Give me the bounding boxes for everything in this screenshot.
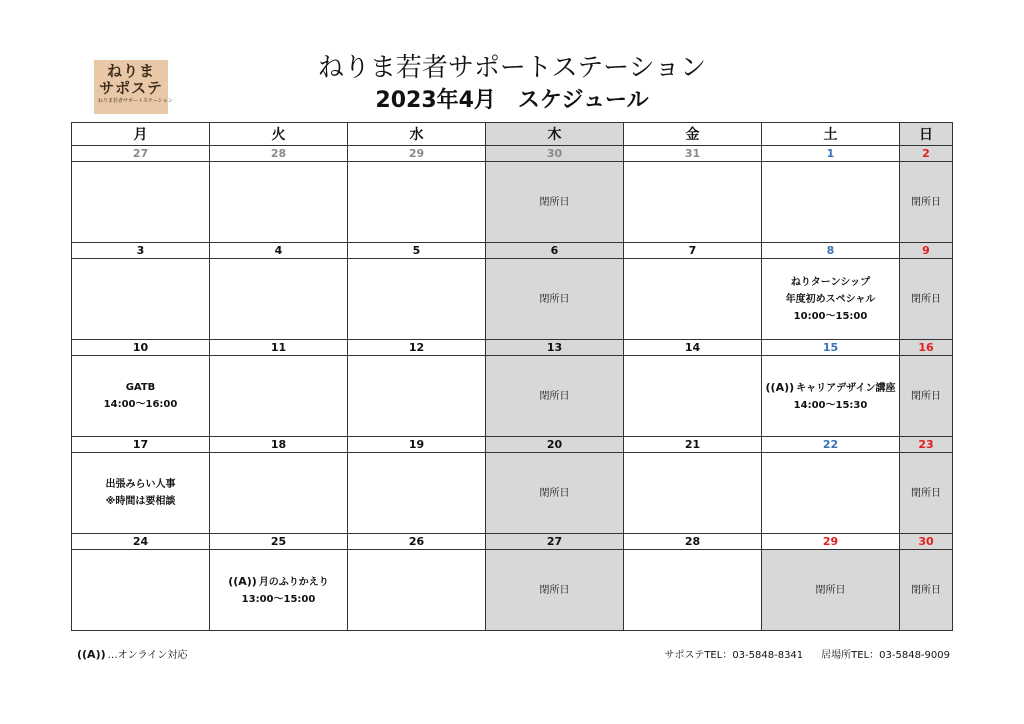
date-number: 31	[624, 146, 762, 162]
closed-label: 閉所日	[539, 196, 570, 208]
day-cell	[210, 453, 348, 534]
day-cell	[486, 550, 624, 631]
logo-line2: サポステ	[99, 79, 163, 97]
day-cell	[210, 259, 348, 340]
event-title-text: 月のふりかえり	[258, 576, 329, 588]
date-number: 20	[486, 437, 624, 453]
weekday-fri: 金	[624, 123, 762, 146]
closed-label: 閉所日	[539, 293, 570, 305]
day-cell	[624, 162, 762, 243]
date-row	[72, 146, 953, 162]
day-cell	[348, 356, 486, 437]
event-title: ねりターンシップ	[790, 276, 871, 288]
day-cell	[486, 259, 624, 340]
event-title: GATB	[125, 382, 156, 393]
event-title: 出張みらい人事	[105, 479, 176, 490]
day-cell	[624, 259, 762, 340]
date-number: 10	[72, 340, 210, 356]
event-detail: 10:00～15:00	[793, 310, 868, 322]
date-number: 15	[762, 340, 900, 356]
day-cell	[486, 162, 624, 243]
closed-label: 閉所日	[539, 487, 570, 499]
date-number: 17	[72, 437, 210, 453]
day-cell	[624, 550, 762, 631]
date-row	[72, 437, 953, 453]
date-number: 22	[762, 437, 900, 453]
date-number: 25	[210, 534, 348, 550]
day-cell	[900, 453, 953, 534]
day-cell	[72, 453, 210, 534]
closed-label: 閉所日	[911, 584, 941, 596]
weekday-wed: 水	[348, 123, 486, 146]
weekday-header-row	[72, 123, 953, 146]
date-row	[72, 534, 953, 550]
date-number: 28	[624, 534, 762, 550]
date-number: 21	[624, 437, 762, 453]
event-row	[72, 550, 953, 631]
event-title-text: キャリアデザイン講座	[796, 382, 896, 394]
day-cell	[486, 453, 624, 534]
weekday-tue: 火	[210, 123, 348, 146]
day-cell	[210, 162, 348, 243]
closed-label: 閉所日	[539, 390, 570, 402]
date-row	[72, 243, 953, 259]
day-cell	[900, 356, 953, 437]
closed-label: 閉所日	[911, 196, 941, 208]
online-icon: ((A))	[228, 574, 257, 588]
date-number: 30	[900, 534, 953, 550]
event-row	[72, 356, 953, 437]
logo-line3: ねりま若者サポートステーション	[98, 98, 173, 104]
event-row	[72, 259, 953, 340]
calendar-table	[71, 122, 953, 631]
closed-label: 閉所日	[911, 390, 941, 402]
day-cell	[762, 356, 900, 437]
date-number: 26	[348, 534, 486, 550]
date-number: 29	[762, 534, 900, 550]
date-number: 3	[72, 243, 210, 259]
closed-label: 閉所日	[911, 487, 941, 499]
weekday-sat: 土	[762, 123, 900, 146]
date-number: 27	[486, 534, 624, 550]
event-detail: 年度初めスペシャル	[785, 293, 876, 305]
weekday-sun: 日	[900, 123, 953, 146]
date-number: 5	[348, 243, 486, 259]
date-number: 6	[486, 243, 624, 259]
day-cell	[900, 162, 953, 243]
date-number: 11	[210, 340, 348, 356]
day-cell	[72, 550, 210, 631]
event-row	[72, 453, 953, 534]
weekday-mon: 月	[72, 123, 210, 146]
event-row	[72, 162, 953, 243]
date-number: 8	[762, 243, 900, 259]
online-icon: ((A))	[765, 380, 795, 394]
ibasho-tel: 居場所TEL：03-5848-9009	[821, 650, 950, 661]
closed-label: 閉所日	[815, 584, 846, 596]
date-number: 24	[72, 534, 210, 550]
day-cell	[486, 356, 624, 437]
day-cell	[210, 550, 348, 631]
day-cell	[348, 550, 486, 631]
date-number: 1	[762, 146, 900, 162]
date-number: 27	[72, 146, 210, 162]
closed-label: 閉所日	[539, 584, 570, 596]
day-cell	[762, 550, 900, 631]
closed-label: 閉所日	[911, 293, 941, 305]
event-detail: ※時間は要相談	[105, 496, 176, 507]
day-cell	[762, 259, 900, 340]
saposute-tel: サポステTEL：03-5848-8341	[664, 650, 804, 661]
event-detail: 13:00～15:00	[241, 593, 316, 605]
day-cell	[624, 356, 762, 437]
date-number: 4	[210, 243, 348, 259]
event-detail: 14:00～16:00	[103, 399, 178, 410]
day-cell	[72, 162, 210, 243]
day-cell	[72, 259, 210, 340]
date-number: 14	[624, 340, 762, 356]
online-icon: ((A))	[77, 648, 106, 661]
day-cell	[348, 259, 486, 340]
page-title: ねりま若者サポートステーション	[317, 53, 707, 83]
event-title	[210, 573, 347, 591]
day-cell	[348, 162, 486, 243]
weekday-thu: 木	[486, 123, 624, 146]
date-number: 13	[486, 340, 624, 356]
date-number: 29	[348, 146, 486, 162]
date-number: 16	[900, 340, 953, 356]
day-cell	[72, 356, 210, 437]
date-number: 2	[900, 146, 953, 162]
date-number: 12	[348, 340, 486, 356]
date-number: 28	[210, 146, 348, 162]
contact-info	[647, 646, 950, 661]
date-row	[72, 340, 953, 356]
date-number: 19	[348, 437, 486, 453]
event-detail: 14:00～15:30	[793, 399, 868, 411]
day-cell	[900, 259, 953, 340]
day-cell	[348, 453, 486, 534]
day-cell	[624, 453, 762, 534]
legend-text: …オンライン対応	[107, 650, 188, 661]
day-cell	[762, 453, 900, 534]
page-subtitle: 2023年4月 スケジュール	[375, 88, 649, 113]
legend	[77, 646, 187, 661]
date-number: 18	[210, 437, 348, 453]
event-title	[762, 379, 899, 397]
date-number: 9	[900, 243, 953, 259]
day-cell	[900, 550, 953, 631]
logo-line1: ねりま	[106, 62, 155, 80]
date-number: 30	[486, 146, 624, 162]
date-number: 7	[624, 243, 762, 259]
day-cell	[762, 162, 900, 243]
day-cell	[210, 356, 348, 437]
date-number: 23	[900, 437, 953, 453]
